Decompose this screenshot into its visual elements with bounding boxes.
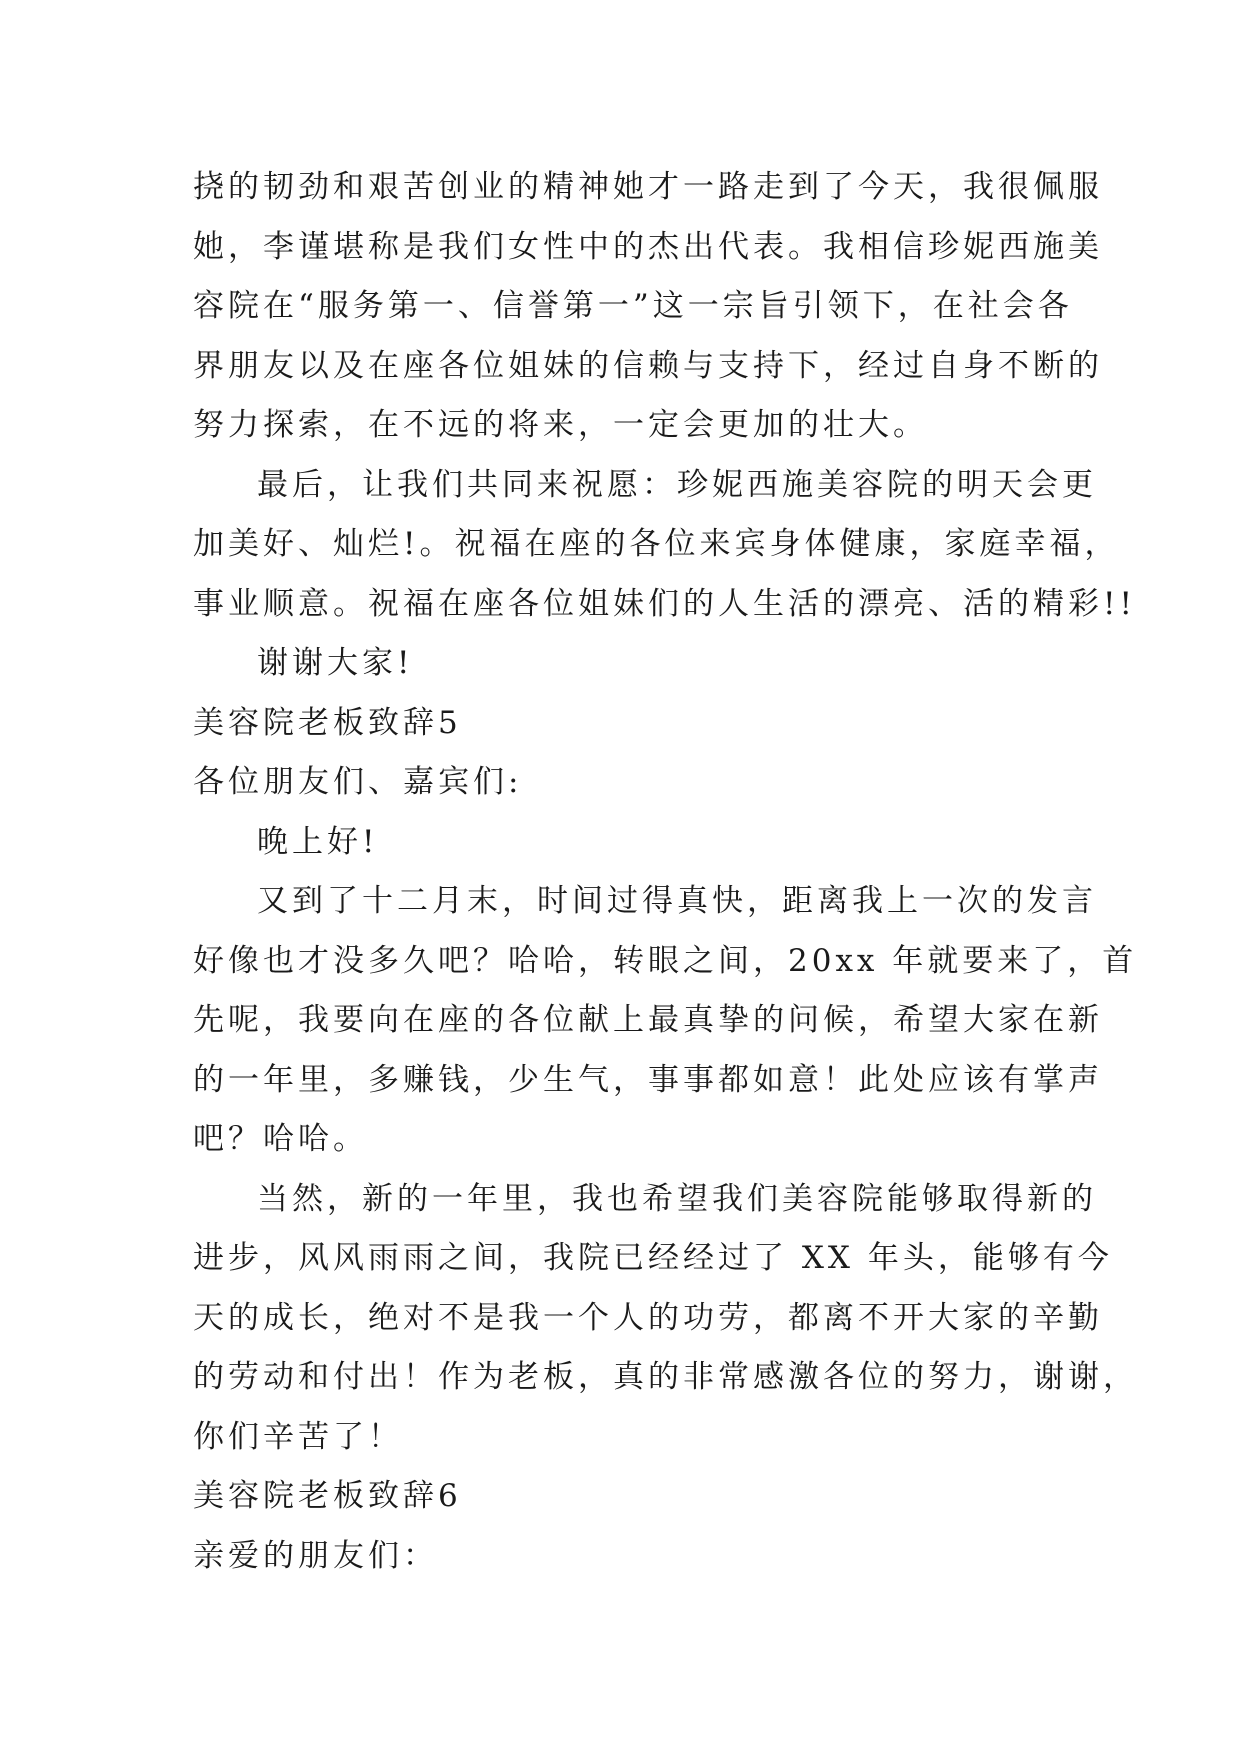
text-line: 挠的韧劲和艰苦创业的精神她才一路走到了今天，我很佩服 [193,169,1103,205]
text-line: 她，李谨堪称是我们女性中的杰出代表。我相信珍妮西施美 [193,228,1103,265]
text-line: 好像也才没多久吧？哈哈，转眼之间，20xx 年就要来了，首 [193,942,1138,979]
text-line: 先呢，我要向在座的各位献上最真挚的问候，希望大家在新 [193,1002,1103,1038]
text-line: 界朋友以及在座各位姐妹的信赖与支持下，经过自身不断的 [193,347,1103,384]
text-line: 你们辛苦了！ [193,1418,403,1455]
salutation: 各位朋友们、嘉宾们: [193,764,523,800]
section-heading: 美容院老板致辞5 [193,704,462,741]
salutation: 亲爱的朋友们： [193,1537,438,1574]
text-line: 吧？哈哈。 [193,1121,368,1157]
document-body [193,158,1138,1586]
text-line: 容院在“服务第一、信誉第一”这一宗旨引领下，在社会各 [193,288,1073,324]
paragraph-start-line: 又到了十二月末，时间过得真快，距离我上一次的发言 [257,883,1097,919]
greeting: 晚上好! [257,823,379,860]
closing-thanks: 谢谢大家! [257,645,414,681]
text-line: 的一年里，多赚钱，少生气，事事都如意！此处应该有掌声 [193,1061,1103,1098]
text-line: 加美好、灿烂!。祝福在座的各位来宾身体健康，家庭幸福， [193,526,1120,562]
paragraph-start-line: 最后，让我们共同来祝愿：珍妮西施美容院的明天会更 [257,466,1097,503]
text-line: 进步，风风雨雨之间，我院已经经过了 XX 年头，能够有今 [193,1240,1113,1276]
paragraph-start-line: 当然，新的一年里，我也希望我们美容院能够取得新的 [257,1180,1097,1217]
text-line: 的劳动和付出！作为老板，真的非常感激各位的努力，谢谢， [193,1359,1138,1395]
text-line: 天的成长，绝对不是我一个人的功劳，都离不开大家的辛勤 [193,1299,1103,1336]
text-line: 事业顺意。祝福在座各位姐妹们的人生活的漂亮、活的精彩!! [193,585,1136,622]
text-line: 努力探索，在不远的将来，一定会更加的壮大。 [193,407,928,443]
section-heading: 美容院老板致辞6 [193,1478,462,1514]
